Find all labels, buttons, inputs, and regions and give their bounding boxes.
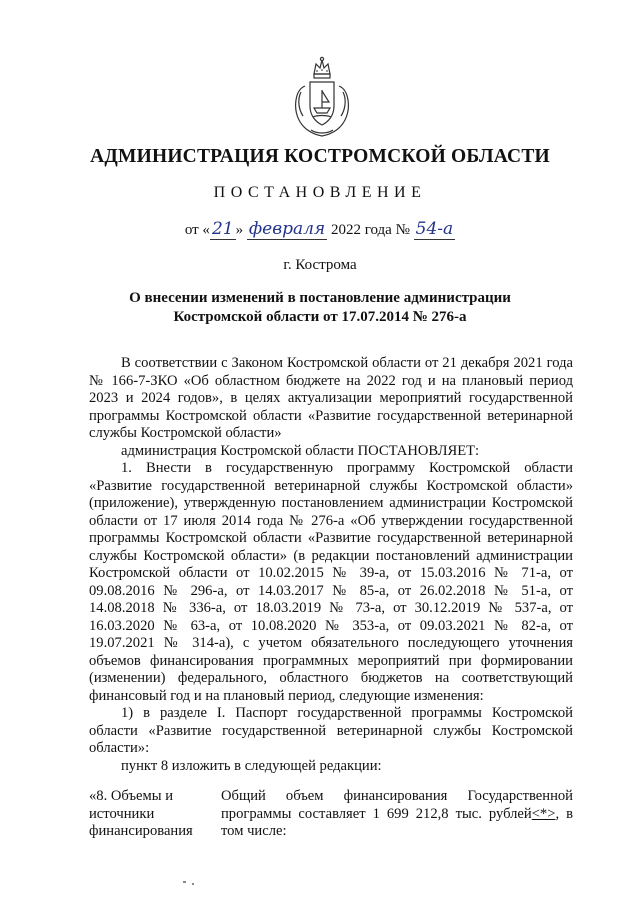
date-prefix: от « [184,222,210,238]
table-right-text: Общий объем финансирования Государственной программы составляет 1 699 212,8 тыс. рублей [221,788,573,822]
table-right-cell [221,788,573,841]
kostroma-coat-of-arms-icon [287,56,357,140]
table-left-line-3: финансирования [89,823,193,839]
city: г. Кострома [283,257,357,273]
date-month: февраля [248,219,326,239]
table-left-line-2: источники [89,805,155,822]
date-year: 2022 года № [330,222,410,238]
scan-speck [183,881,186,883]
document-body [89,355,573,775]
paragraph-preamble: В соответствии с Законом Костромской области от 21 декабря 2021 года № 166-7-ЗКО «Об областном бюджете на 2022 год и на плановый период 2023 и 2024 годов», в целях актуализации мероприятий государственной программы Костромской области «Развитие государственной ветеринарной службы Костромской области» [89,355,573,441]
organization-name: АДМИНИСТРАЦИЯ КОСТРОМСКОЙ ОБЛАСТИ [90,146,550,167]
title-line-2: Костромской области от 17.07.2014 № 276-а [173,309,467,325]
paragraph-point-8: пункт 8 изложить в следующей редакции: [121,757,382,774]
date-line [0,219,640,239]
footnote-link[interactable]: <*> [531,805,556,822]
date-day: 21 [211,219,234,239]
title-line-1: О внесении изменений в постановление администрации [129,290,511,306]
table-right-tail: , в том числе: [221,805,573,839]
document-type: ПОСТАНОВЛЕНИЕ [213,184,427,201]
scan-speck [192,883,194,885]
date-mid: » [235,222,244,238]
paragraph-section-1: 1) в разделе I. Паспорт государственной программы Костромской области «Развитие государственной ветеринарной службы Костромской области»: [89,705,573,756]
paragraph-resolves: администрация Костромской области ПОСТАНОВЛЯЕТ: [121,442,480,459]
table-left-line-1: «8. Объемы и [89,788,174,804]
table-left-cell [89,788,221,841]
document-title [100,289,540,327]
paragraph-item-1: 1. Внести в государственную программу Костромской области «Развитие государственной ветеринарной службы Костромской области» (приложение), утвержденную постановлением администрации Костромской области от 17 июля 2014 года № 276-а «Об утверждении государственной программы Костромской области «Развитие государственной ветеринарной службы Костромской области» (в редакции постановлений администрации Костромской области от 10.02.2015 № 39-а, от 15.03.2016 № 71-а, от 09.08.2016 № 296-а, от 14.03.2017 № 85-а, от 26.02.2018 № 51-а, от 14.08.2018 № 336-а, от 18.03.2019 № 73-а, от 30.12.2019 № 537-а, от 16.03.2020 № 63-а, от 10.08.2020 № 353-а, от 09.03.2021 № 82-а, от 19.07.2021 № 314-а), с учетом обязательного последующего уточнения объемов финансирования программных мероприятий при формировании (изменении) федерального, областного бюджетов на соответствующий финансовый год и на плановый период, следующие изменения: [89,460,573,704]
document-number: 54-а [415,219,454,239]
passport-table-row [89,788,573,841]
